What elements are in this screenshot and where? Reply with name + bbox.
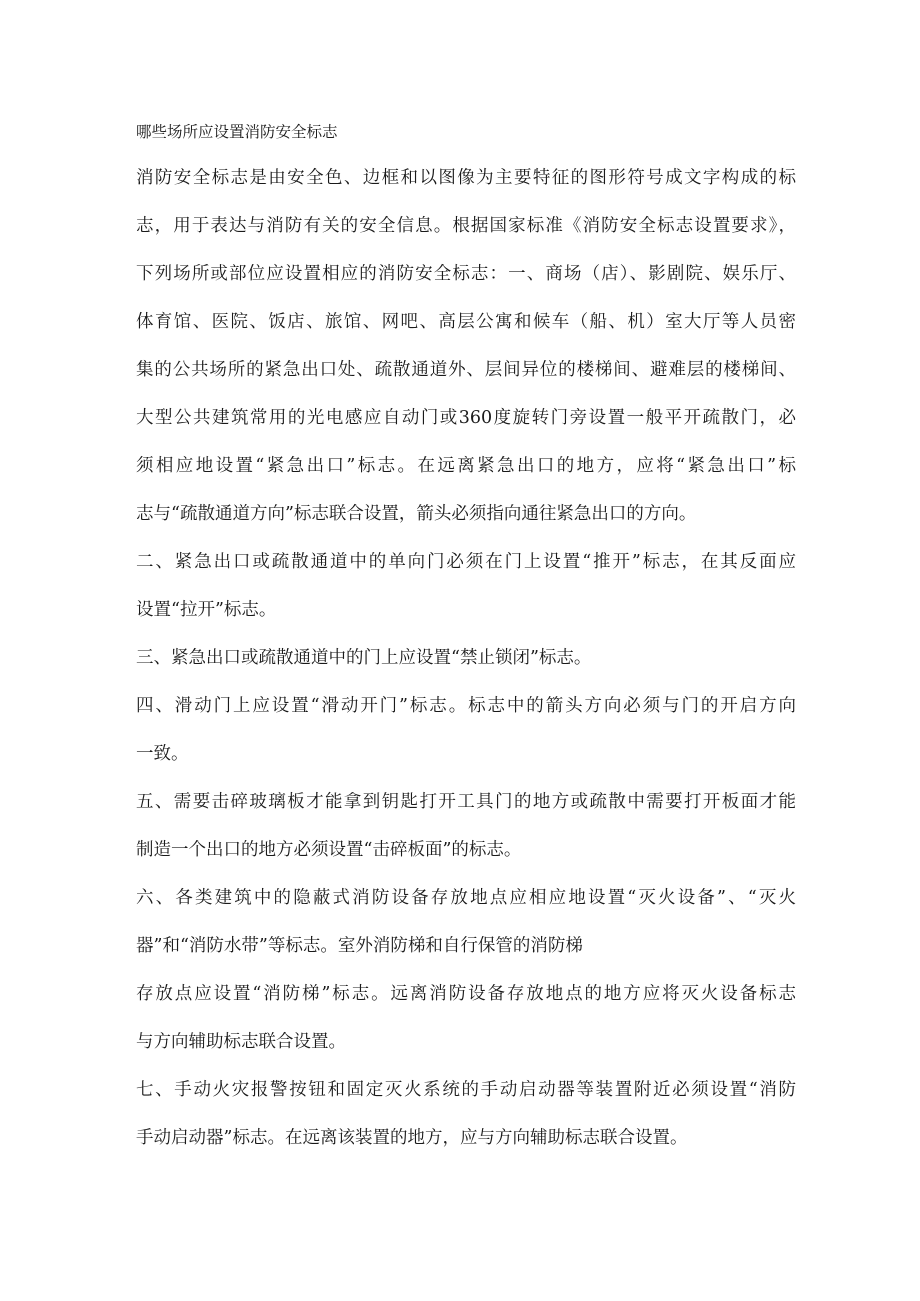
paragraph-line: 五、需要击碎玻璃板才能拿到钥匙打开工具门的地方或疏散中需要打开板面才能	[136, 792, 796, 812]
paragraph-line: 四、滑动门上应设置“滑动开门”标志。标志中的箭头方向必须与门的开启方向	[136, 696, 796, 716]
paragraph-line: 体育馆、医院、饭店、旅馆、网吧、高层公寓和候车（船、机）室大厅等人员密	[136, 312, 796, 332]
paragraph-line: 须相应地设置“紧急出口”标志。在远离紧急出口的地方，应将“紧急出口”标	[136, 456, 796, 476]
paragraph-line: 一致。	[136, 744, 189, 764]
paragraph-line: 六、各类建筑中的隐蔽式消防设备存放地点应相应地设置“灭火设备”、“灭火	[136, 888, 796, 908]
paragraph-line: 制造一个出口的地方必须设置“击碎板面”的标志。	[136, 840, 522, 860]
paragraph-line: 下列场所或部位应设置相应的消防安全标志：一、商场（店）、影剧院、娱乐厅、	[136, 264, 796, 284]
paragraph-line: 消防安全标志是由安全色、边框和以图像为主要特征的图形符号成文字构成的标	[136, 168, 796, 188]
paragraph-line: 三、紧急出口或疏散通道中的门上应设置“禁止锁闭”标志。	[136, 648, 592, 668]
paragraph-line: 设置“拉开”标志。	[136, 600, 277, 620]
document-title: 哪些场所应设置消防安全标志	[136, 123, 338, 141]
paragraph-line: 志，用于表达与消防有关的安全信息。根据国家标准《消防安全标志设置要求》，	[136, 216, 796, 236]
paragraph-line: 志与“疏散通道方向”标志联合设置，箭头必须指向通往紧急出口的方向。	[136, 504, 697, 524]
paragraph-line: 集的公共场所的紧急出口处、疏散通道外、层间异位的楼梯间、避难层的楼梯间、	[136, 360, 796, 380]
paragraph-line: 二、紧急出口或疏散通道中的单向门必须在门上设置“推开”标志，在其反面应	[136, 552, 796, 572]
paragraph-line: 大型公共建筑常用的光电感应自动门或360度旋转门旁设置一般平开疏散门，必	[136, 408, 796, 428]
paragraph-line: 存放点应设置“消防梯”标志。远离消防设备存放地点的地方应将灭火设备标志	[136, 984, 796, 1004]
paragraph-line: 七、手动火灾报警按钮和固定灭火系统的手动启动器等装置附近必须设置“消防	[136, 1080, 796, 1100]
paragraph-line: 器”和“消防水带”等标志。室外消防梯和自行保管的消防梯	[136, 936, 583, 956]
paragraph-line: 手动启动器”标志。在远离该装置的地方，应与方向辅助标志联合设置。	[136, 1128, 688, 1148]
paragraph-line: 与方向辅助标志联合设置。	[136, 1032, 346, 1052]
